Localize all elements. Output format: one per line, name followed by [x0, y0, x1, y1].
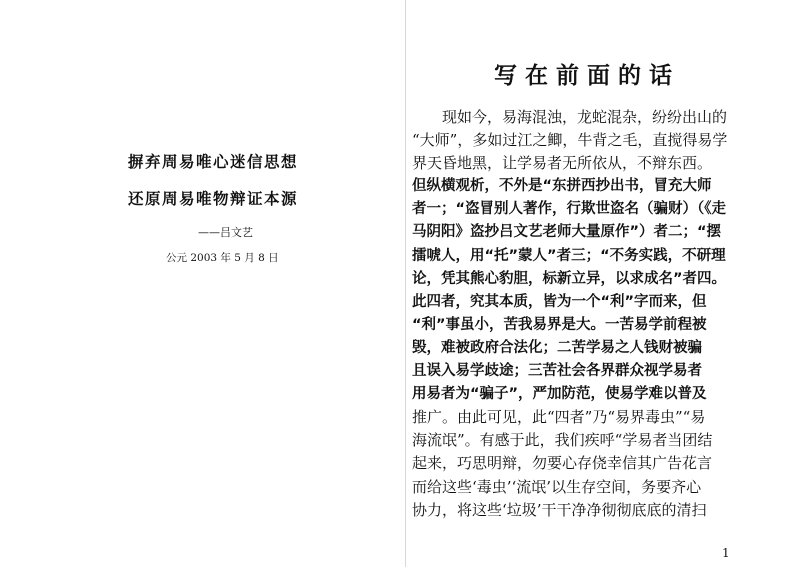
- text-line: “大师”，多如过江之鲫，牛背之毛，直搅得易学: [412, 131, 728, 150]
- page-number: 1: [722, 546, 730, 560]
- right-page: [412, 0, 793, 567]
- text-line: 海流氓”。有感于此，我们疾呼“学易者当团结: [412, 431, 713, 450]
- text-line: 而给这些‘毒虫’‘流氓’以生存空间，务要齐心: [412, 477, 702, 496]
- text-line: 推广。由此可见，此“四者”乃“易界毒虫”“易: [412, 408, 706, 427]
- date-line: 公元 2003 年 5 月 8 日: [166, 252, 279, 264]
- text-line: 用易者为“骗子”，严加防范，使易学难以普及: [412, 386, 707, 403]
- text-line: 论，凭其熊心豹胆，标新立异，以求成名”者四。: [412, 270, 727, 287]
- text-line: 毁，难被政府合法化；二苦学易之人钱财被骗: [412, 339, 702, 356]
- motto-line-1: 摒弃周易唯心迷信思想: [128, 153, 299, 171]
- text-line: “利”事虽小，苦我易界是大。一苦易学前程被: [412, 316, 707, 333]
- text-line: 协力，将这些‘垃圾’干干净净彻彻底底的清扫: [412, 500, 707, 519]
- page-divider: [405, 0, 406, 567]
- text-line: 起来，巧思明辩，勿要心存侥幸信其广告花言: [412, 454, 713, 473]
- text-line: 者一；“盗冒别人著作，行欺世盗名（骗财）（《走: [412, 201, 727, 218]
- motto-line-2: 还原周易唯物辩证本源: [128, 190, 299, 208]
- text-line: 但纵横观析，不外是“东拼西抄出书，冒充大师: [412, 178, 712, 195]
- text-line: 擂唬人，用“托”蒙人”者三；“不务实践，不研理: [412, 247, 726, 264]
- text-line: 此四者，究其本质，皆为一个“利”字而来，但: [412, 293, 707, 310]
- body-text: [412, 106, 772, 522]
- text-line: 马阴阳》盗抄吕文艺老师大量原作”）者二；“摆: [412, 224, 722, 241]
- text-line: 现如今，易海混浊，龙蛇混杂，纷纷出山的: [442, 108, 728, 126]
- text-line: 且误入易学歧途；三苦社会各界群众视学易者: [412, 363, 702, 380]
- text-line: 界天昏地黑，让学易者无所依从，不辩东西。: [412, 154, 713, 173]
- page-title: 写在前面的话: [494, 62, 680, 89]
- author-signature: ——吕文艺: [198, 226, 253, 239]
